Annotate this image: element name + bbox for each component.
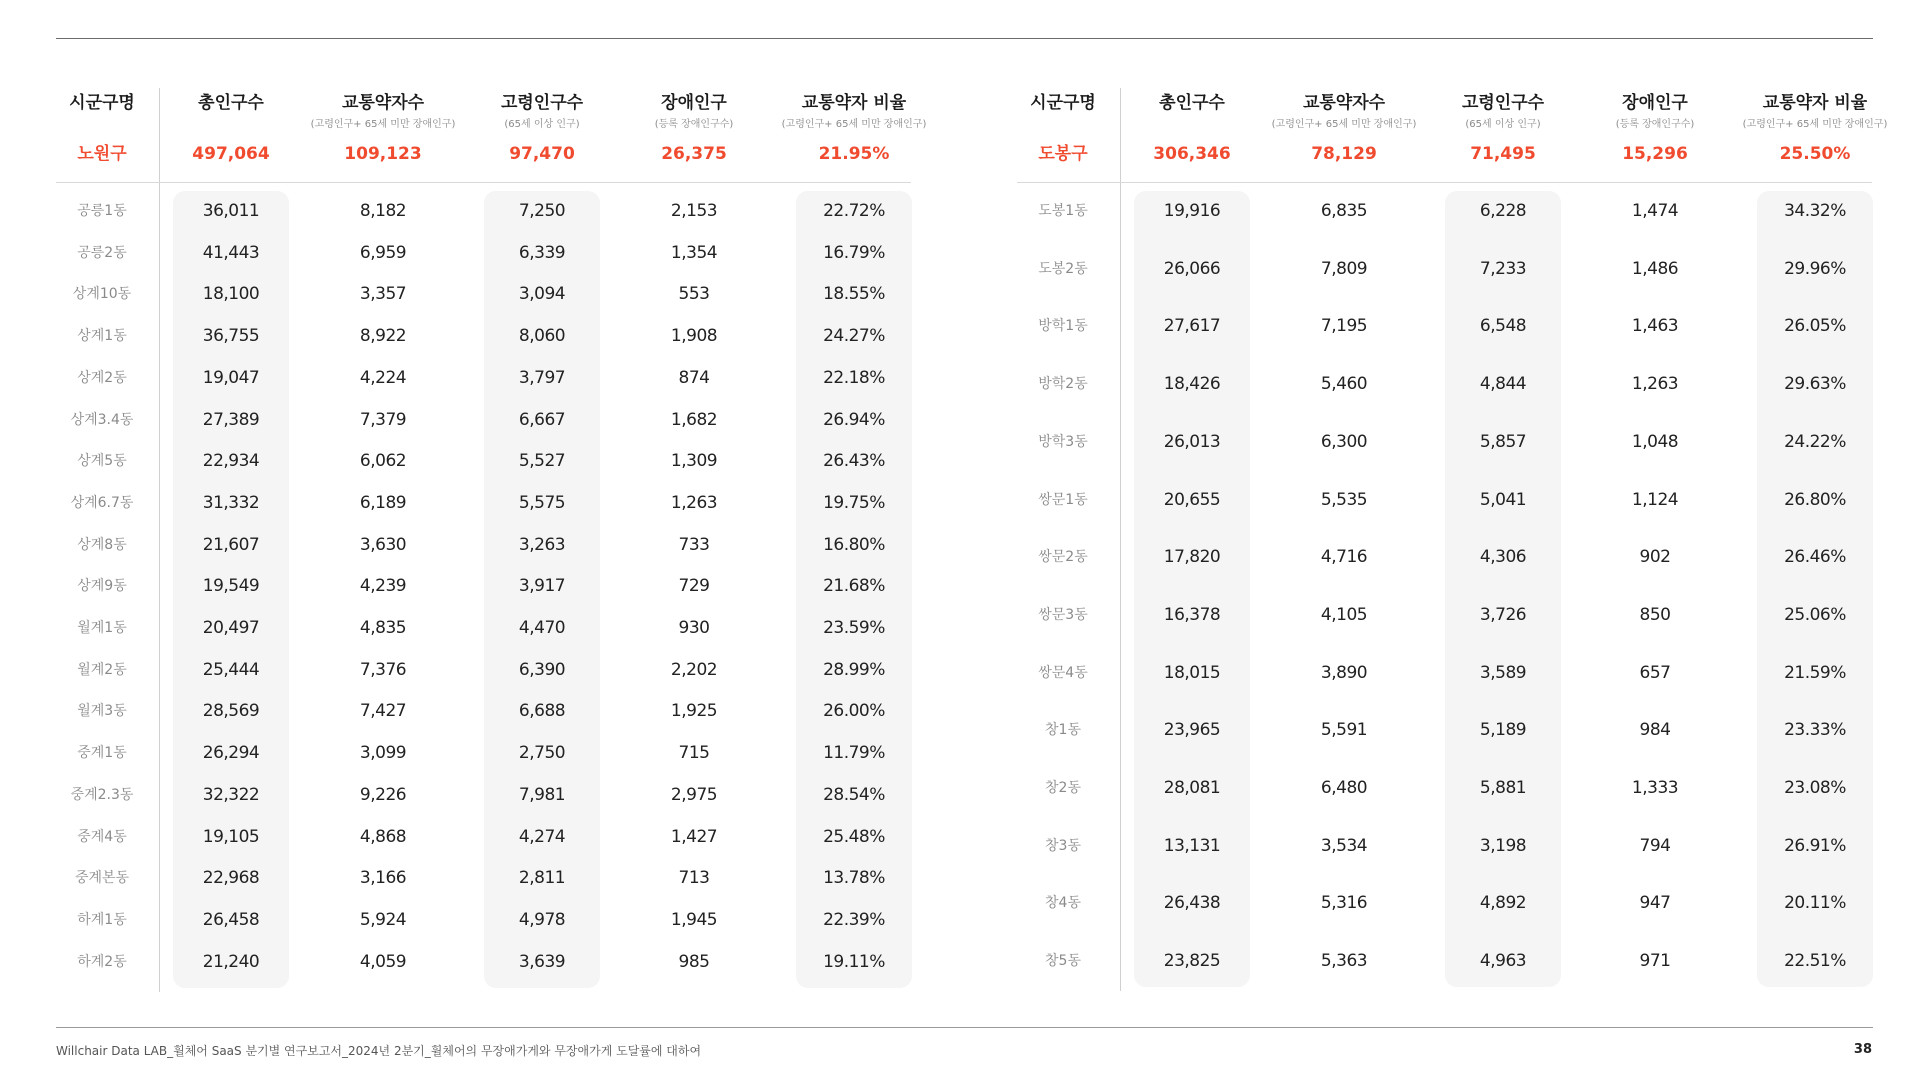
footer-text: Willchair Data LAB_휠체어 SaaS 분기별 연구보고서_2024년 2분기_휠체어의 무장애가게와 무장애가게 도달률에 대하여	[56, 1044, 702, 1058]
cell-elderly-pop: 3,589	[1479, 662, 1527, 683]
cell-district: 중계4동	[77, 828, 127, 845]
cell-mobility-impaired: 5,924	[359, 909, 407, 930]
cell-mobility-ratio: 26.46%	[1784, 547, 1846, 568]
cell-elderly-pop: 4,844	[1479, 374, 1527, 395]
cell-district: 공릉2동	[77, 244, 127, 261]
cell-mobility-impaired: 6,300	[1320, 431, 1368, 452]
cell-mobility-ratio: 16.80%	[823, 534, 885, 555]
cell-elderly-pop: 5,575	[518, 492, 566, 513]
cell-mobility-ratio: 23.59%	[823, 618, 885, 638]
cell-total-pop: 22,968	[202, 868, 260, 889]
header-elderly-pop: 고령인구수	[500, 93, 584, 113]
cell-mobility-ratio: 19.11%	[823, 951, 885, 972]
cell-district: 방학2동	[1038, 376, 1088, 393]
cell-mobility-ratio: 11.79%	[823, 743, 885, 764]
cell-district: 상계5동	[77, 453, 127, 470]
cell-mobility-ratio: 26.94%	[823, 409, 885, 430]
cell-district: 쌍문1동	[1038, 491, 1088, 508]
cell-elderly-pop: 5,881	[1479, 778, 1527, 798]
cell-district: 창4동	[1045, 895, 1081, 912]
cell-elderly-pop: 5,527	[518, 451, 566, 472]
cell-disabled-pop: 657	[1639, 662, 1671, 683]
cell-mobility-impaired: 7,809	[1320, 258, 1368, 279]
cell-district: 중계2.3동	[70, 786, 134, 803]
cell-total-pop: 27,389	[202, 409, 260, 430]
cell-mobility-ratio: 26.43%	[823, 451, 885, 472]
cell-mobility-impaired: 5,316	[1320, 893, 1368, 914]
table-nowon	[56, 88, 927, 1003]
cell-elderly-pop: 6,688	[518, 701, 566, 722]
cell-disabled-pop: 553	[678, 284, 710, 305]
subheader-mobility-ratio: (고령인구+ 65세 미만 장애인구)	[781, 119, 927, 130]
cell-mobility-ratio: 13.78%	[823, 868, 885, 889]
cell-mobility-ratio: 25.06%	[1784, 604, 1846, 625]
cell-total-pop: 28,081	[1163, 778, 1221, 798]
column-shade-elderly-pop	[1445, 191, 1561, 987]
cell-disabled-pop: 971	[1639, 951, 1671, 972]
cell-district: 방학1동	[1038, 318, 1088, 335]
cell-mobility-impaired: 4,239	[359, 576, 407, 597]
cell-mobility-impaired: 7,379	[359, 409, 407, 430]
cell-mobility-impaired: 7,376	[359, 659, 407, 680]
cell-total-pop: 21,240	[202, 951, 260, 972]
cell-total-pop: 26,458	[202, 909, 260, 930]
cell-mobility-impaired: 6,062	[359, 451, 407, 472]
header-mobility-ratio: 교통약자 비율	[1762, 93, 1868, 113]
cell-elderly-pop: 6,339	[518, 242, 566, 263]
cell-mobility-impaired: 4,059	[359, 951, 407, 972]
cell-elderly-pop: 4,978	[518, 909, 566, 930]
cell-mobility-ratio: 29.63%	[1784, 374, 1846, 395]
cell-mobility-impaired: 6,189	[359, 492, 407, 513]
cell-elderly-pop: 4,274	[518, 826, 566, 847]
total-total-pop: 306,346	[1153, 144, 1231, 164]
cell-mobility-impaired: 3,166	[359, 868, 407, 889]
cell-elderly-pop: 2,811	[518, 868, 566, 889]
cell-disabled-pop: 930	[678, 618, 710, 638]
cell-mobility-ratio: 21.68%	[823, 576, 885, 597]
cell-mobility-impaired: 8,922	[359, 326, 407, 347]
cell-mobility-ratio: 24.27%	[823, 326, 885, 347]
cell-total-pop: 28,569	[202, 701, 260, 722]
cell-elderly-pop: 3,198	[1479, 835, 1527, 856]
cell-mobility-ratio: 19.75%	[823, 492, 885, 513]
cell-mobility-impaired: 6,480	[1320, 778, 1368, 798]
cell-district: 도봉1동	[1038, 203, 1088, 219]
cell-mobility-ratio: 22.72%	[823, 201, 885, 221]
cell-mobility-ratio: 22.18%	[823, 367, 885, 388]
cell-district: 상계3.4동	[70, 411, 134, 428]
cell-disabled-pop: 1,427	[670, 826, 718, 847]
cell-mobility-impaired: 6,959	[359, 242, 407, 263]
cell-mobility-impaired: 8,182	[359, 201, 407, 221]
header-disabled-pop: 장애인구	[1622, 93, 1688, 113]
cell-mobility-ratio: 22.39%	[823, 909, 885, 930]
cell-total-pop: 20,655	[1163, 489, 1221, 510]
cell-district: 창5동	[1045, 953, 1081, 970]
header-separator	[1017, 182, 1872, 183]
cell-district: 공릉1동	[77, 203, 127, 219]
total-elderly-pop: 71,495	[1470, 144, 1536, 164]
header-district: 시군구명	[69, 93, 135, 113]
cell-disabled-pop: 2,153	[670, 201, 718, 221]
total-total-pop: 497,064	[192, 144, 270, 164]
cell-mobility-ratio: 24.22%	[1784, 431, 1846, 452]
cell-elderly-pop: 5,857	[1479, 431, 1527, 452]
cell-total-pop: 41,443	[202, 242, 260, 263]
cell-disabled-pop: 985	[678, 951, 710, 972]
header-mobility-impaired: 교통약자수	[1302, 93, 1386, 113]
header-mobility-ratio: 교통약자 비율	[801, 93, 907, 113]
cell-disabled-pop: 984	[1639, 720, 1671, 741]
cell-mobility-impaired: 5,460	[1320, 374, 1368, 395]
cell-disabled-pop: 947	[1639, 893, 1671, 914]
cell-total-pop: 19,047	[202, 367, 260, 388]
cell-mobility-ratio: 26.80%	[1784, 489, 1846, 510]
total-mobility-ratio: 21.95%	[818, 144, 890, 164]
total-mobility-impaired: 109,123	[344, 144, 422, 164]
cell-district: 상계10동	[72, 286, 132, 303]
cell-mobility-impaired: 4,716	[1320, 547, 1368, 568]
cell-total-pop: 19,105	[202, 826, 260, 847]
cell-district: 쌍문3동	[1038, 606, 1088, 623]
header-total-pop: 총인구수	[198, 93, 264, 113]
total-disabled-pop: 15,296	[1622, 144, 1688, 164]
total-elderly-pop: 97,470	[509, 144, 575, 164]
cell-mobility-impaired: 4,868	[359, 826, 407, 847]
page-number: 38	[1853, 1042, 1872, 1057]
subheader-disabled-pop: (등록 장애인구수)	[1615, 119, 1695, 130]
cell-total-pop: 26,066	[1163, 258, 1221, 279]
cell-total-pop: 25,444	[202, 659, 260, 680]
cell-district: 방학3동	[1038, 433, 1088, 450]
cell-district: 창3동	[1045, 837, 1081, 854]
cell-elderly-pop: 2,750	[518, 743, 566, 764]
cell-mobility-impaired: 9,226	[359, 784, 407, 805]
cell-district: 쌍문4동	[1038, 664, 1088, 681]
cell-total-pop: 26,013	[1163, 431, 1221, 452]
cell-district: 상계6.7동	[70, 494, 134, 511]
total-disabled-pop: 26,375	[661, 144, 727, 164]
cell-total-pop: 13,131	[1163, 835, 1221, 856]
cell-elderly-pop: 4,306	[1479, 547, 1527, 568]
cell-disabled-pop: 874	[678, 367, 710, 388]
cell-district: 도봉2동	[1038, 260, 1088, 277]
cell-elderly-pop: 3,726	[1479, 604, 1527, 625]
cell-district: 창2동	[1045, 780, 1081, 796]
cell-disabled-pop: 1,486	[1631, 258, 1679, 279]
cell-total-pop: 23,825	[1163, 951, 1221, 972]
cell-mobility-ratio: 34.32%	[1784, 201, 1846, 221]
subheader-mobility-impaired: (고령인구+ 65세 미만 장애인구)	[1271, 119, 1417, 130]
cell-disabled-pop: 1,925	[670, 701, 718, 722]
cell-mobility-ratio: 23.08%	[1784, 778, 1846, 798]
cell-mobility-impaired: 4,224	[359, 367, 407, 388]
cell-mobility-impaired: 3,099	[359, 743, 407, 764]
subheader-elderly-pop: (65세 이상 인구)	[1465, 119, 1541, 130]
cell-elderly-pop: 3,094	[518, 284, 566, 305]
total-mobility-ratio: 25.50%	[1779, 144, 1851, 164]
cell-elderly-pop: 8,060	[518, 326, 566, 347]
cell-total-pop: 21,607	[202, 534, 260, 555]
cell-disabled-pop: 794	[1639, 835, 1671, 856]
cell-disabled-pop: 2,202	[670, 659, 718, 680]
cell-disabled-pop: 1,263	[670, 492, 718, 513]
cell-district: 월계1동	[77, 620, 127, 636]
header-mobility-impaired: 교통약자수	[341, 93, 425, 113]
cell-total-pop: 22,934	[202, 451, 260, 472]
cell-disabled-pop: 713	[678, 868, 710, 889]
top-rule	[56, 38, 1873, 39]
total-district: 노원구	[77, 144, 127, 164]
cell-total-pop: 36,011	[202, 201, 260, 221]
cell-total-pop: 18,015	[1163, 662, 1221, 683]
cell-district: 하계2동	[77, 953, 127, 970]
cell-total-pop: 36,755	[202, 326, 260, 347]
cell-elderly-pop: 3,639	[518, 951, 566, 972]
cell-total-pop: 32,322	[202, 784, 260, 805]
cell-elderly-pop: 4,892	[1479, 893, 1527, 914]
cell-district: 중계본동	[74, 870, 130, 887]
subheader-elderly-pop: (65세 이상 인구)	[504, 119, 580, 130]
cell-elderly-pop: 6,667	[518, 409, 566, 430]
cell-mobility-impaired: 5,535	[1320, 489, 1368, 510]
cell-mobility-impaired: 7,195	[1320, 316, 1368, 337]
cell-mobility-ratio: 16.79%	[823, 242, 885, 263]
total-district: 도봉구	[1038, 144, 1088, 164]
cell-disabled-pop: 1,945	[670, 909, 718, 930]
cell-elderly-pop: 6,228	[1479, 201, 1527, 221]
cell-disabled-pop: 1,263	[1631, 374, 1679, 395]
table-dobong	[1017, 88, 1888, 1003]
cell-disabled-pop: 729	[678, 576, 710, 597]
cell-mobility-ratio: 29.96%	[1784, 258, 1846, 279]
cell-mobility-impaired: 4,835	[359, 618, 407, 638]
cell-disabled-pop: 850	[1639, 604, 1671, 625]
subheader-disabled-pop: (등록 장애인구수)	[654, 119, 734, 130]
header-separator	[56, 182, 911, 183]
cell-elderly-pop: 5,189	[1479, 720, 1527, 741]
cell-disabled-pop: 1,124	[1631, 489, 1679, 510]
cell-disabled-pop: 2,975	[670, 784, 718, 805]
cell-disabled-pop: 715	[678, 743, 710, 764]
cell-elderly-pop: 3,797	[518, 367, 566, 388]
cell-total-pop: 19,916	[1163, 201, 1221, 221]
cell-district: 하계1동	[77, 911, 127, 928]
cell-disabled-pop: 1,048	[1631, 431, 1679, 452]
cell-total-pop: 26,438	[1163, 893, 1221, 914]
cell-disabled-pop: 1,309	[670, 451, 718, 472]
cell-disabled-pop: 1,474	[1631, 201, 1679, 221]
cell-disabled-pop: 1,682	[670, 409, 718, 430]
cell-mobility-ratio: 26.05%	[1784, 316, 1846, 337]
cell-district: 창1동	[1045, 722, 1081, 739]
cell-disabled-pop: 1,354	[670, 242, 718, 263]
cell-mobility-impaired: 4,105	[1320, 604, 1368, 625]
cell-total-pop: 17,820	[1163, 547, 1221, 568]
cell-district: 상계9동	[77, 578, 127, 595]
cell-mobility-impaired: 3,890	[1320, 662, 1368, 683]
cell-total-pop: 18,426	[1163, 374, 1221, 395]
column-shade-total-pop	[1134, 191, 1250, 987]
cell-total-pop: 20,497	[202, 618, 260, 638]
header-disabled-pop: 장애인구	[661, 93, 727, 113]
subheader-mobility-impaired: (고령인구+ 65세 미만 장애인구)	[310, 119, 456, 130]
cell-district: 상계8동	[77, 536, 127, 553]
cell-mobility-impaired: 3,630	[359, 534, 407, 555]
cell-mobility-ratio: 25.48%	[823, 826, 885, 847]
cell-mobility-impaired: 6,835	[1320, 201, 1368, 221]
cell-total-pop: 16,378	[1163, 604, 1221, 625]
cell-total-pop: 18,100	[202, 284, 260, 305]
header-total-pop: 총인구수	[1159, 93, 1225, 113]
cell-mobility-impaired: 3,357	[359, 284, 407, 305]
subheader-mobility-ratio: (고령인구+ 65세 미만 장애인구)	[1742, 119, 1888, 130]
cell-total-pop: 31,332	[202, 492, 260, 513]
header-district: 시군구명	[1030, 93, 1096, 113]
cell-disabled-pop: 1,908	[670, 326, 718, 347]
cell-mobility-impaired: 3,534	[1320, 835, 1368, 856]
cell-total-pop: 27,617	[1163, 316, 1221, 337]
cell-mobility-ratio: 26.91%	[1784, 835, 1846, 856]
cell-mobility-ratio: 28.54%	[823, 784, 885, 805]
cell-disabled-pop: 733	[678, 534, 710, 555]
cell-elderly-pop: 6,548	[1479, 316, 1527, 337]
column-shade-mobility-ratio	[1757, 191, 1873, 987]
cell-district: 월계2동	[77, 661, 127, 678]
cell-elderly-pop: 3,917	[518, 576, 566, 597]
cell-district: 쌍문2동	[1038, 549, 1088, 566]
cell-disabled-pop: 902	[1639, 547, 1671, 568]
cell-elderly-pop: 7,981	[518, 784, 566, 805]
cell-mobility-ratio: 22.51%	[1784, 951, 1846, 972]
cell-elderly-pop: 6,390	[518, 659, 566, 680]
cell-mobility-ratio: 26.00%	[823, 701, 885, 722]
cell-district: 상계1동	[77, 328, 127, 345]
cell-elderly-pop: 7,233	[1479, 258, 1527, 279]
header-elderly-pop: 고령인구수	[1461, 93, 1545, 113]
cell-mobility-ratio: 23.33%	[1784, 720, 1846, 741]
cell-mobility-ratio: 18.55%	[823, 284, 885, 305]
cell-elderly-pop: 7,250	[518, 201, 566, 221]
cell-total-pop: 23,965	[1163, 720, 1221, 741]
cell-total-pop: 26,294	[202, 743, 260, 764]
cell-elderly-pop: 4,963	[1479, 951, 1527, 972]
cell-district: 상계2동	[77, 369, 127, 386]
cell-mobility-impaired: 5,591	[1320, 720, 1368, 741]
total-mobility-impaired: 78,129	[1311, 144, 1377, 164]
cell-elderly-pop: 4,470	[518, 618, 566, 638]
cell-district: 중계1동	[77, 745, 127, 762]
bottom-rule	[56, 1027, 1873, 1028]
cell-disabled-pop: 1,463	[1631, 316, 1679, 337]
cell-mobility-impaired: 7,427	[359, 701, 407, 722]
cell-disabled-pop: 1,333	[1631, 778, 1679, 798]
cell-district: 월계3동	[77, 703, 127, 720]
cell-total-pop: 19,549	[202, 576, 260, 597]
cell-mobility-ratio: 28.99%	[823, 659, 885, 680]
cell-mobility-ratio: 21.59%	[1784, 662, 1846, 683]
cell-mobility-ratio: 20.11%	[1784, 893, 1846, 914]
cell-mobility-impaired: 5,363	[1320, 951, 1368, 972]
cell-elderly-pop: 3,263	[518, 534, 566, 555]
cell-elderly-pop: 5,041	[1479, 489, 1527, 510]
